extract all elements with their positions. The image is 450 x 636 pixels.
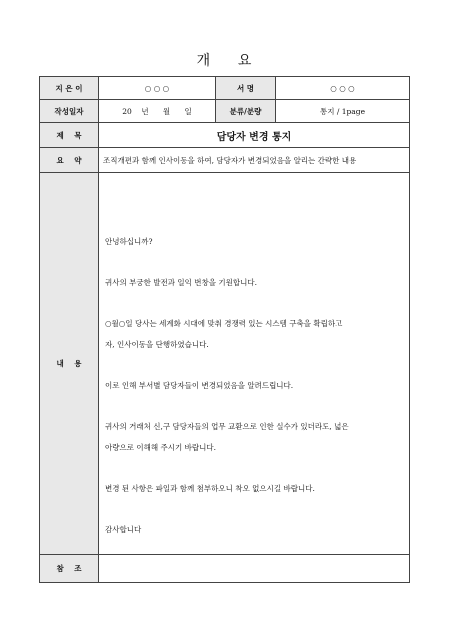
category-label: 분류/분량 — [216, 100, 276, 123]
content-line: 감사합니다 — [105, 525, 142, 534]
signature-value: ○ ○ ○ — [276, 77, 410, 100]
summary-value: 조직개편과 함께 인사이동을 하여, 담당자가 변경되었음을 알리는 간략한 내용 — [99, 148, 410, 173]
content-line: 귀사의 부궁한 발전과 일익 번창을 기원합니다. — [105, 278, 257, 287]
content-line: 변경 된 사항은 파일과 함께 첨부하오니 착오 없으시길 바랍니다. — [105, 484, 315, 493]
writer-value: ○ ○ ○ — [99, 77, 216, 100]
signature-label: 서 명 — [216, 77, 276, 100]
content-line: 이로 인해 부서별 담당자들이 변경되었음을 알려드립니다. — [105, 381, 294, 390]
content-line: 안녕하십니까? — [105, 237, 153, 246]
date-label: 작성일자 — [40, 100, 99, 123]
content-line: 자, 인사이동을 단행하였습니다. — [105, 340, 209, 349]
reference-value — [99, 555, 410, 583]
reference-row — [40, 555, 410, 583]
date-row — [40, 100, 410, 123]
content-label: 내 용 — [40, 173, 99, 555]
writer-row — [40, 77, 410, 100]
document-title: 개 요 — [196, 53, 254, 69]
summary-form-table — [39, 76, 410, 583]
summary-row — [40, 148, 410, 173]
content-line: ○월○일 당사는 세계화 시대에 맞춰 경쟁력 있는 시스템 구축을 확립하고 — [105, 319, 343, 328]
content-line: 귀사의 거래처 신,구 담당자들의 업무 교환으로 인한 실수가 있더라도, 넓은 — [105, 422, 349, 431]
writer-label: 지 은 이 — [40, 77, 99, 100]
content-line: 아량으로 이해해 주시기 바랍니다. — [105, 443, 216, 452]
summary-label: 요 약 — [40, 148, 99, 173]
reference-label: 참 조 — [40, 555, 99, 583]
subject-value: 담당자 변경 통지 — [216, 131, 292, 143]
date-value: 20 년 월 일 — [99, 100, 216, 123]
subject-row — [40, 123, 410, 148]
category-value: 통지 / 1page — [276, 100, 410, 123]
subject-label: 제 목 — [40, 123, 99, 148]
subject-value-cell — [99, 123, 410, 148]
content-body — [99, 173, 410, 555]
content-row — [40, 173, 410, 555]
